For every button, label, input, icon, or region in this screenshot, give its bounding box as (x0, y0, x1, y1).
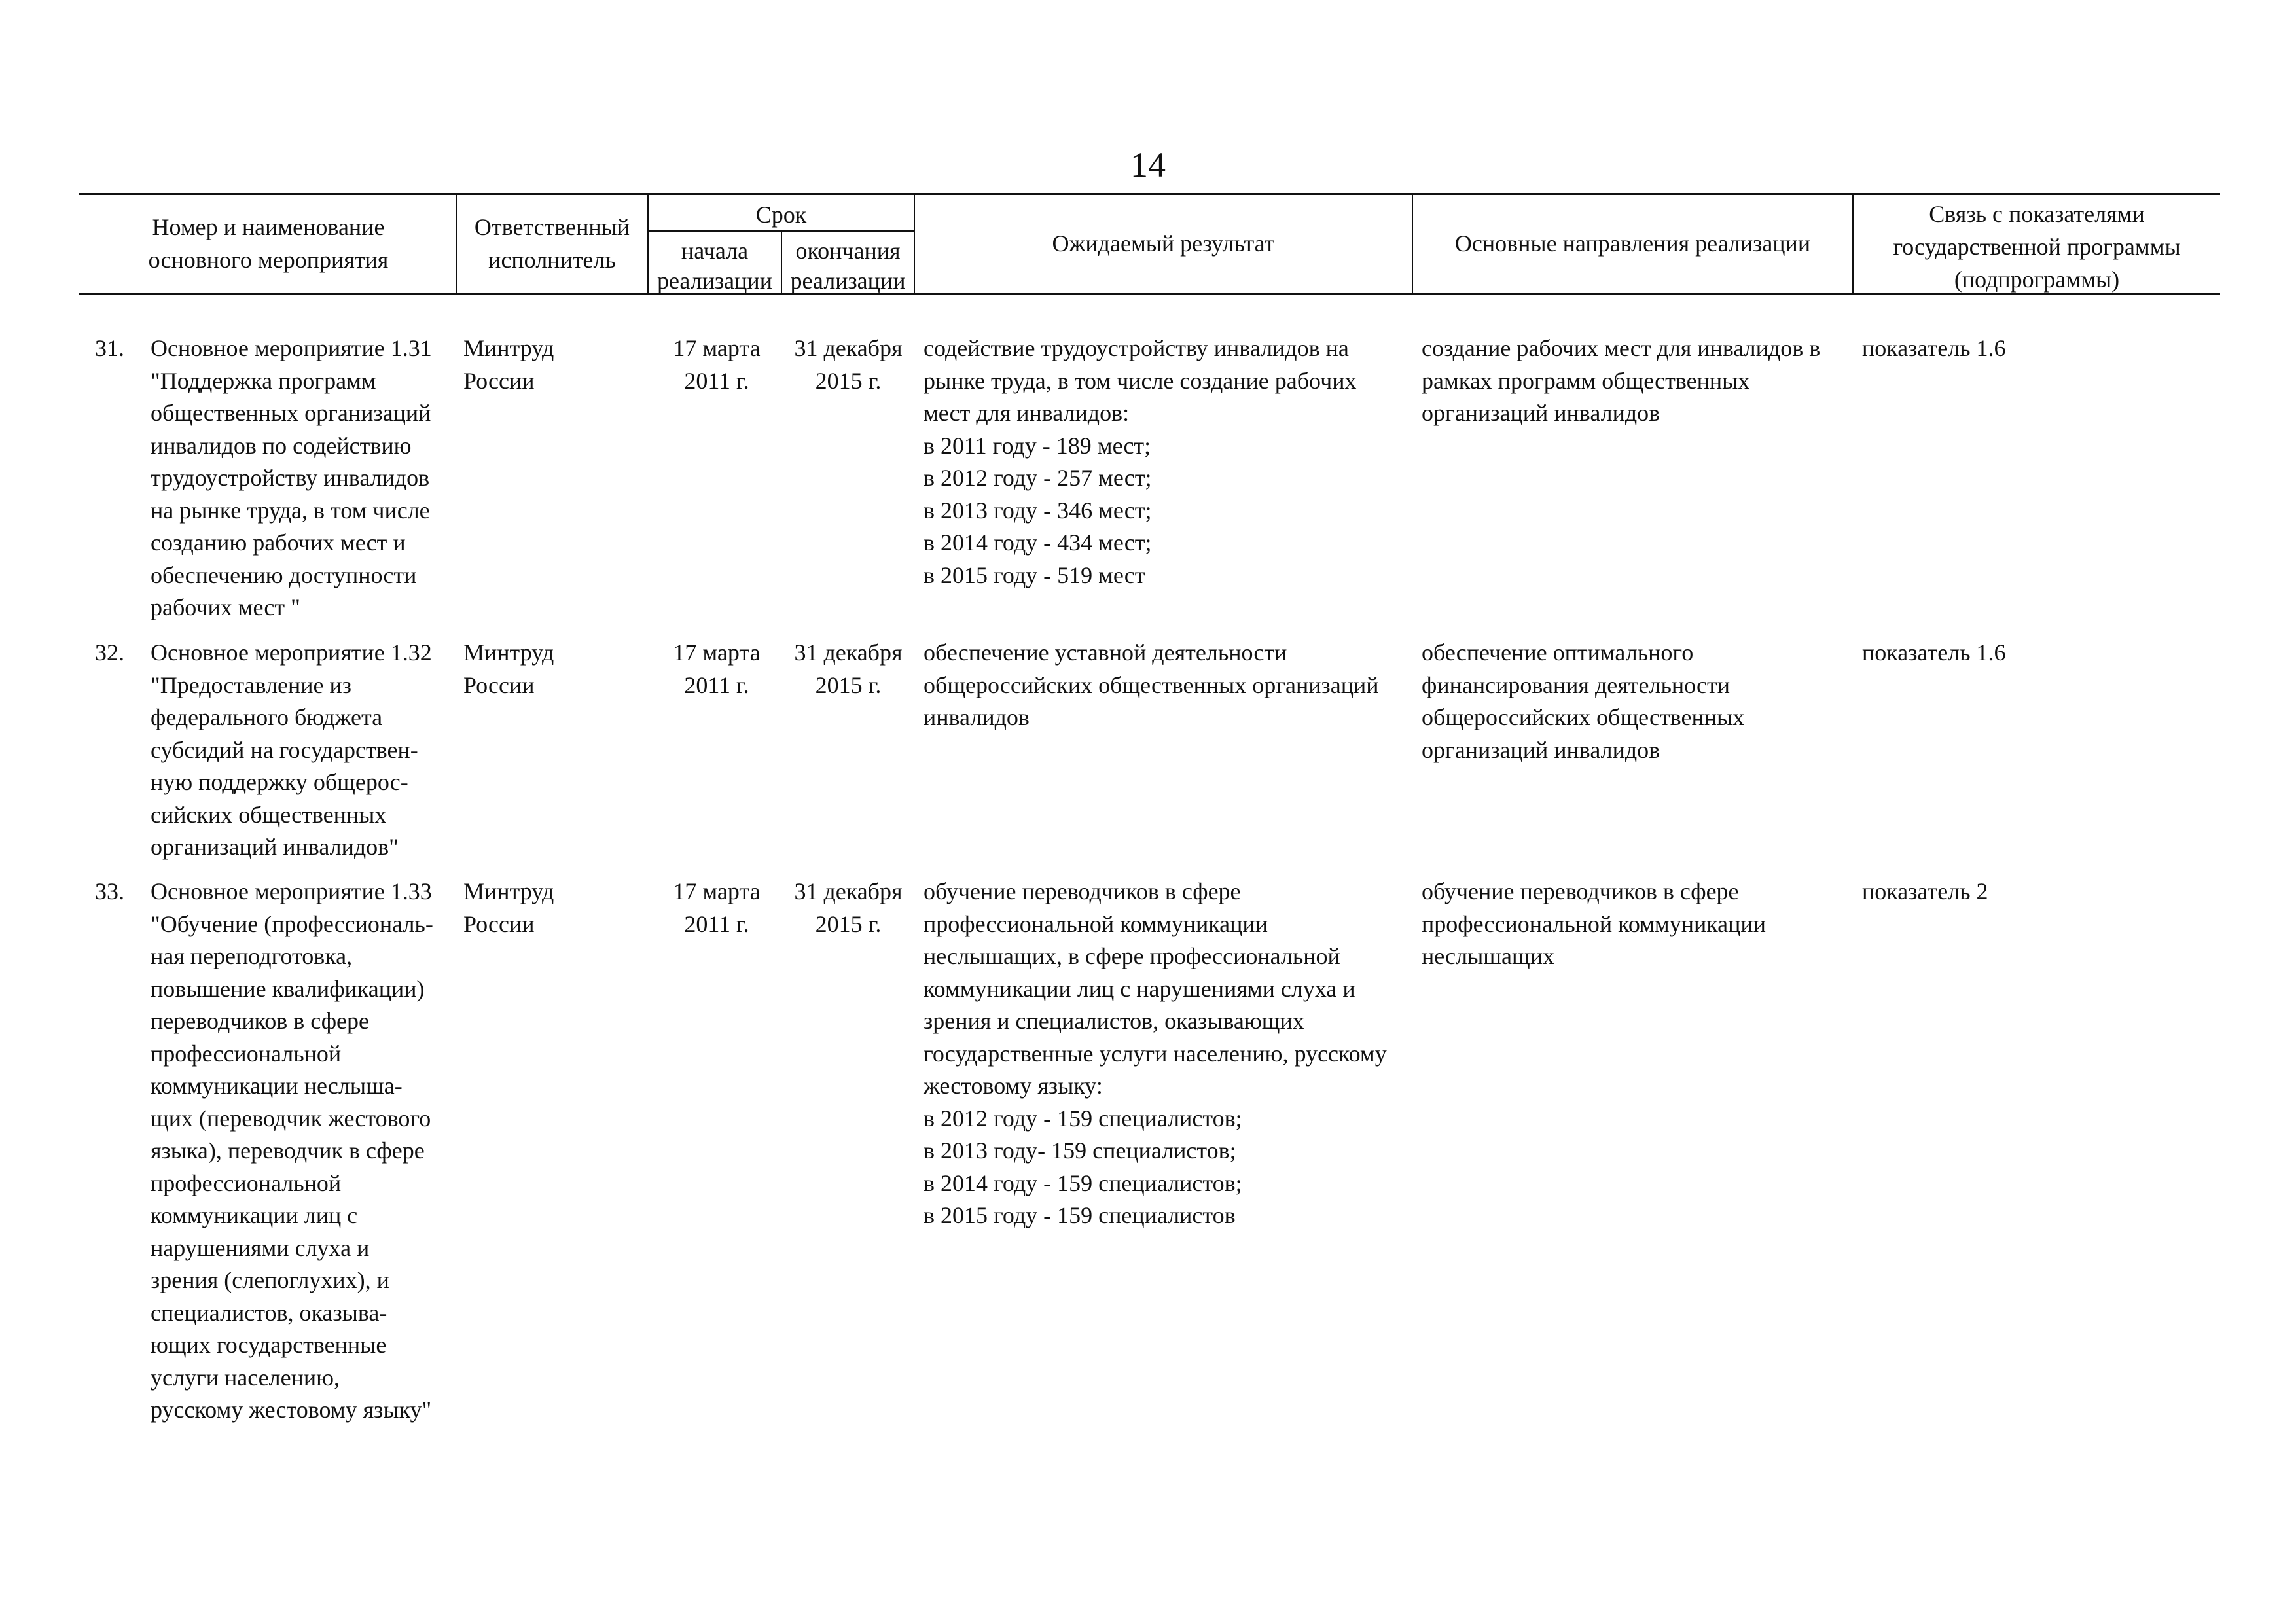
header-end: окончания реализации (790, 238, 906, 294)
row-number: 32. (95, 639, 124, 666)
header-event-name: Номер и наименование основного мероприятия (148, 214, 389, 273)
header-executor: Ответственный исполнитель (474, 214, 630, 273)
indicator-cell: показатель 1.6 (1862, 639, 2006, 666)
executor-cell: Минтруд России (463, 878, 554, 937)
directions-cell: обеспечение оптимального финансирования деятельности общероссийских общественных организаций инвалидов (1422, 639, 1745, 763)
header-start: начала реализации (657, 238, 772, 294)
page-number: 14 (1130, 145, 1166, 185)
header-result: Ожидаемый результат (1052, 230, 1275, 257)
start-date-cell: 17 марта 2011 г. (673, 335, 761, 394)
event-name-cell: Основное мероприятие 1.32 "Предоставление из федерального бюджета субсидий на государствен- ную поддержку общерос- сийских общественных организаций инвалидов" (151, 639, 432, 860)
directions-cell: обучение переводчиков в сфере профессиональной коммуникации неслышащих (1422, 878, 1766, 969)
end-date-cell: 31 декабря 2015 г. (794, 878, 903, 937)
expected-result-cell: обеспечение уставной деятельности общероссийских общественных организаций инвалидов (924, 639, 1379, 730)
indicator-cell: показатель 2 (1862, 878, 1988, 904)
row-number: 33. (95, 878, 124, 904)
expected-result-cell: содействие трудоустройству инвалидов на рынке труда, в том числе создание рабочих мест для инвалидов: в 2011 году - 189 мест; в 2012 году - 257 мест; в 2013 году - 346 мест; в 2014 году - 434 мест; в 2015 году - 519 мест (924, 335, 1357, 588)
event-name-cell: Основное мероприятие 1.33 "Обучение (профессиональ- ная переподготовка, повышение квалификации) переводчиков в сфере профессиональной коммуникации неслыша- щих (переводчик жестового языка), переводчик в сфере профессиональной коммуникации лиц с нарушениями слуха и зрения (слепоглухих), и специалистов, оказыва- ющих государственные услуги населению, русскому жестовому языку" (151, 878, 433, 1423)
directions-cell: создание рабочих мест для инвалидов в рамках программ общественных организаций инвалидов (1422, 335, 1821, 426)
header-term: Срок (755, 202, 807, 228)
executor-cell: Минтруд России (463, 639, 554, 698)
executor-cell: Минтруд России (463, 335, 554, 394)
header-directions: Основные направления реализации (1454, 230, 1811, 257)
indicator-cell: показатель 1.6 (1862, 335, 2006, 361)
start-date-cell: 17 марта 2011 г. (673, 639, 761, 698)
end-date-cell: 31 декабря 2015 г. (794, 639, 903, 698)
start-date-cell: 17 марта 2011 г. (673, 878, 761, 937)
row-number: 31. (95, 335, 124, 361)
event-name-cell: Основное мероприятие 1.31 "Поддержка программ общественных организаций инвалидов по содействию трудоустройству инвалидов на рынке труда, в том числе созданию рабочих мест и обеспечению доступности рабочих мест " (151, 335, 432, 620)
expected-result-cell: обучение переводчиков в сфере профессиональной коммуникации неслышащих, в сфере профессиональной коммуникации лиц с нарушениями слуха и зрения и специалистов, оказывающих государственные услуги населению, русскому жестовому языку: в 2012 году - 159 специалистов; в 2013 году- 159 специалистов; в 2014 году - 159 специалистов; в 2015 году - 159 специалистов (924, 878, 1387, 1228)
header-indicator-link: Связь с показателями государственной программы (подпрограммы) (1893, 201, 2181, 293)
end-date-cell: 31 декабря 2015 г. (794, 335, 903, 394)
